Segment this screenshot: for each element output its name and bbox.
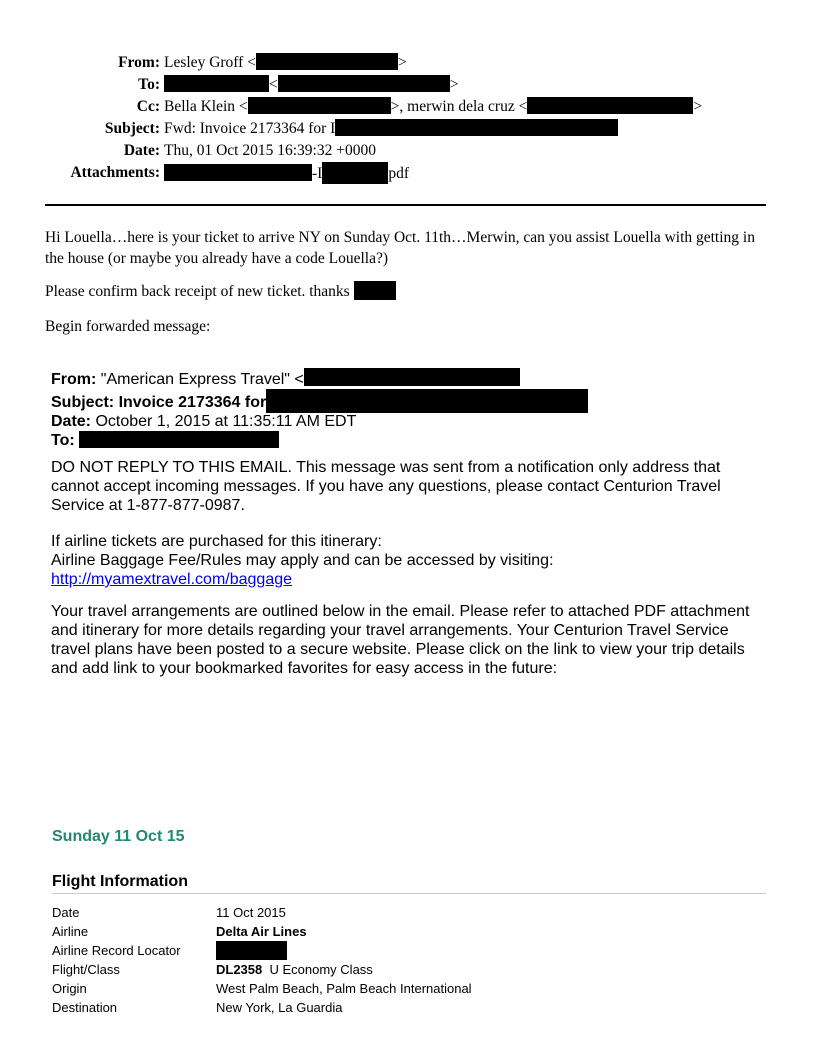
to-label: To: <box>138 76 160 93</box>
redaction-block <box>527 97 693 114</box>
from-name: Lesley Groff < <box>164 54 256 71</box>
attachment-link[interactable] <box>164 162 409 185</box>
forwarded-notice-paragraph: DO NOT REPLY TO THIS EMAIL. This message was sent from a notification only address that cannot accept incoming messages. If you have any questions, please contact Centurion Travel Service at 1-877-877-0987. <box>51 459 721 514</box>
forwarded-from-row <box>51 368 771 389</box>
redaction-block <box>216 941 287 960</box>
row-value: 11 Oct 2015 <box>216 905 286 920</box>
message-paragraph-forward-intro: Begin forwarded message: <box>45 318 211 335</box>
header-from-row <box>0 52 816 74</box>
from-tail: > <box>397 54 407 71</box>
attachments-tail: pdf <box>388 165 409 182</box>
subject-value: Fwd: Invoice 2173364 for I <box>164 120 336 137</box>
flight-number: DL2358 <box>216 962 263 977</box>
redaction-block <box>335 119 618 136</box>
redaction-block <box>278 75 450 92</box>
message-paragraph-confirm <box>45 281 775 302</box>
cc-mid: >, merwin dela cruz < <box>390 98 528 115</box>
forwarded-from-value: "American Express Travel" < <box>100 371 304 388</box>
attachments-label: Attachments: <box>70 164 160 181</box>
forwarded-baggage-paragraph <box>51 532 771 589</box>
date-label: Date: <box>123 142 160 159</box>
forwarded-date-label: Date: <box>51 413 92 430</box>
redaction-block <box>164 164 312 181</box>
forwarded-from-label: From: <box>51 371 97 388</box>
forwarded-subject-label: Subject: Invoice 2173364 for <box>51 394 267 411</box>
baggage-line-2: Airline Baggage Fee/Rules may apply and can be accessed by visiting: <box>51 552 554 569</box>
to-tail: > <box>449 76 459 93</box>
redaction-block <box>322 162 388 184</box>
row-label: Airline Record Locator <box>52 943 181 958</box>
row-value: West Palm Beach, Palm Beach International <box>216 981 472 996</box>
header-to-row <box>0 74 816 96</box>
redaction-block <box>79 431 279 448</box>
header-date-row <box>0 140 816 162</box>
forwarded-header <box>51 368 771 450</box>
row-value <box>216 941 287 961</box>
header-attachments-row <box>0 162 816 184</box>
forwarded-date-row <box>51 413 771 431</box>
row-label: Flight/Class <box>52 962 120 977</box>
redaction-block <box>256 53 398 70</box>
cc-tail: > <box>693 98 703 115</box>
confirm-text: Please confirm back receipt of new ticket. thanks <box>45 283 350 300</box>
itinerary-day-heading: Sunday 11 Oct 15 <box>52 828 185 845</box>
baggage-line-1: If airline tickets are purchased for this itinerary: <box>51 533 382 550</box>
row-label: Date <box>52 905 80 920</box>
forwarded-arrangements-paragraph: Your travel arrangements are outlined below in the email. Please refer to attached PDF attachment and itinerary for more details regarding your travel arrangements. Your Centurion Travel Service travel plans have been posted to a secure website. Please click on the link to view your trip details and add link to your bookmarked favorites for easy access in the future: <box>51 603 750 677</box>
header-divider <box>45 204 766 206</box>
row-label: Destination <box>52 1000 118 1015</box>
header-cc-row <box>0 96 816 118</box>
cc-name: Bella Klein < <box>164 98 248 115</box>
forwarded-to-label: To: <box>51 432 75 449</box>
forwarded-to-row <box>51 431 771 450</box>
flight-info-heading: Flight Information <box>52 873 188 890</box>
from-label: From: <box>118 54 160 71</box>
message-paragraph-greeting: Hi Louella…here is your ticket to arrive NY on Sunday Oct. 11th…Merwin, can you assist Louella with getting in the house (or maybe you already have a code Louella?) <box>45 229 755 267</box>
flight-class: U Economy Class <box>269 962 373 977</box>
row-value <box>216 960 373 979</box>
subject-label: Subject: <box>104 120 160 137</box>
redaction-block <box>266 389 588 413</box>
email-header <box>0 52 816 184</box>
to-mid: < <box>269 76 278 93</box>
redaction-block <box>248 97 391 114</box>
date-value: Thu, 01 Oct 2015 16:39:32 +0000 <box>164 142 376 159</box>
redaction-block <box>354 281 396 300</box>
header-subject-row <box>0 118 816 140</box>
cc-label: Cc: <box>136 98 160 115</box>
forwarded-subject-row <box>51 389 771 413</box>
redaction-block <box>304 368 520 386</box>
forwarded-date-value: October 1, 2015 at 11:35:11 AM EDT <box>95 413 357 430</box>
row-label: Airline <box>52 924 89 939</box>
row-value: New York, La Guardia <box>216 1000 343 1015</box>
attachments-mid: -I <box>312 165 323 182</box>
flight-info-divider <box>52 893 766 894</box>
row-value: Delta Air Lines <box>216 924 307 939</box>
redaction-block <box>164 75 269 92</box>
row-label: Origin <box>52 981 87 996</box>
baggage-link[interactable]: http://myamextravel.com/baggage <box>51 571 293 588</box>
